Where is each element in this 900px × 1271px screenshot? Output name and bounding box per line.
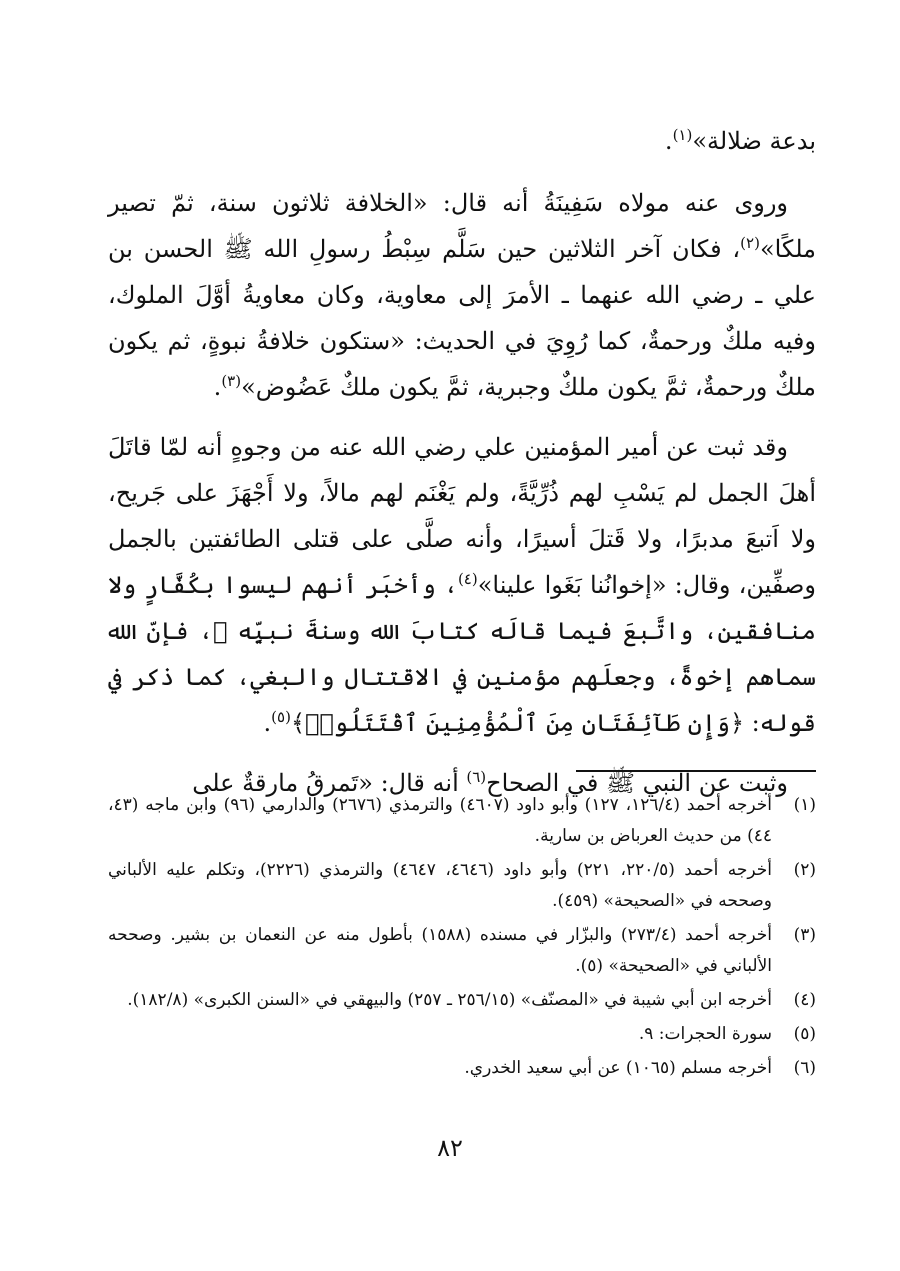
footnote-ref-6[interactable]: (٦) [466, 768, 487, 786]
paragraph-4-text-b: أنه قال: «تَمرقُ مارقةٌ على [192, 769, 467, 797]
footnote-text: أخرجه ابن أبي شيبة في «المصنّف» (٢٥٦/١٥ ـ ٢٥٧) والبيهقي في «السنن الكبرى» (١٨٢/٨). [127, 990, 772, 1010]
paragraph-1 [108, 118, 816, 164]
footnote-ref-1[interactable]: (١) [672, 126, 693, 144]
footnote-text: أخرجه أحمد (٢٧٣/٤) والبزّار في مسنده (١٥٨٨) بأطول منه عن النعمان بن بشير. وصححه الألباني في «الصحيحة» (٥). [108, 925, 772, 976]
footnote-item [108, 920, 816, 982]
paragraph-3-text-a: وقد ثبت عن أمير المؤمنين علي رضي الله عنه من وجوهٍ أنه لمّا قاتَلَ أهلَ الجمل لم يَسْبِ لهم ذُرِّيَّةً، ولم يَغْنَم لهم مالاً، ولا أَجْهَزَ على جَريح، ولا اَتبعَ مدبرًا، ولا قَتلَ أسيرًا، وأنه صلَّى على قتلى الطائفتين بالجمل وصفِّين، وقال: «إخوانُنا بَغَوا علينا» [108, 433, 816, 599]
footnote-item [108, 855, 816, 917]
paragraph-1-text: بدعة ضلالة» [692, 127, 816, 155]
paragraph-4-text-a: وثبت عن النبي ﷺ في الصحاح [486, 769, 788, 797]
footnote-ref-3[interactable]: (٣) [221, 372, 242, 390]
footnote-number: (٤) [793, 990, 816, 1010]
page-number: ٨٢ [437, 1134, 463, 1162]
footnote-item [108, 985, 816, 1016]
footnote-separator [576, 770, 816, 772]
footnote-ref-5[interactable]: (٥) [271, 708, 291, 726]
paragraph-1-end: . [664, 127, 673, 155]
paragraph-2-end: . [213, 373, 222, 401]
footnote-ref-4[interactable]: (٤) [457, 570, 478, 588]
footnote-item [108, 1019, 816, 1050]
paragraph-2-text-b: ، فكان آخر الثلاثين حين سَلَّم سِبْطُ رسولِ الله ﷺ الحسن بن علي ـ رضي الله عنهما ـ الأمرَ إلى معاوية، وكان معاويةُ أوَّلَ الملوك، وفيه ملكٌ ورحمةٌ، كما رُوِيَ في الحديث: «ستكون خلافةُ نبوةٍ، ثم يكون ملكٌ ورحمةٌ، ثمَّ يكون ملكٌ وجبرية، ثمَّ يكون ملكٌ عَضُوض» [108, 235, 816, 401]
footnote-text: سورة الحجرات: ٩. [638, 1024, 772, 1044]
footnote-item [108, 1053, 816, 1084]
footnote-number: (٥) [793, 1024, 816, 1044]
footnote-ref-2[interactable]: (٢) [740, 234, 760, 252]
main-text [108, 118, 816, 820]
footnote-text: أخرجه أحمد (١٢٦/٤، ١٢٧) وأبو داود (٤٦٠٧) والترمذي (٢٦٧٦) والدارمي (٩٦) وابن ماجه (٤٣، ٤٤) من حديث العرباض بن سارية. [108, 795, 773, 846]
footnote-number: (٦) [793, 1058, 816, 1078]
paragraph-2 [108, 180, 816, 410]
footnote-number: (١) [793, 795, 816, 815]
footnote-item [108, 790, 816, 852]
paragraph-3-end: . [263, 709, 272, 737]
footnote-number: (٣) [793, 925, 816, 945]
paragraph-2-text-a: وروى عنه مولاه سَفِينَةُ أنه قال: «الخلافة ثلاثون سنة، ثمّ تصير ملكًا» [108, 189, 816, 263]
footnote-text: أخرجه مسلم (١٠٦٥) عن أبي سعيد الخدري. [464, 1058, 772, 1078]
footnote-text: أخرجه أحمد (٢٢٠/٥، ٢٢١) وأبو داود (٤٦٤٦، ٤٦٤٧) والترمذي (٢٢٢٦)، وتكلم عليه الألباني وصححه في «الصحيحة» (٤٥٩). [108, 860, 773, 911]
footnote-number: (٢) [793, 860, 816, 880]
paragraph-3 [108, 424, 816, 746]
footnotes [108, 790, 816, 1087]
paragraph-3-text-b: ، وأخبَر أنهم ليسوا بكُفَّارٍ ولا منافقين، واتَّبعَ فيما قالَه كتابَ الله وسنةَ نبيِّه ﷺ، فإنّ الله سماهم إخوةً، وجعلَهم مؤمنين في الاقتتال والبغي، كما ذكر في قوله: ﴿وَإِن طَآئِفَتَانِ مِنَ ٱلْمُؤْمِنِينَ ٱقْتَتَلُوا۟﴾ [108, 571, 816, 737]
